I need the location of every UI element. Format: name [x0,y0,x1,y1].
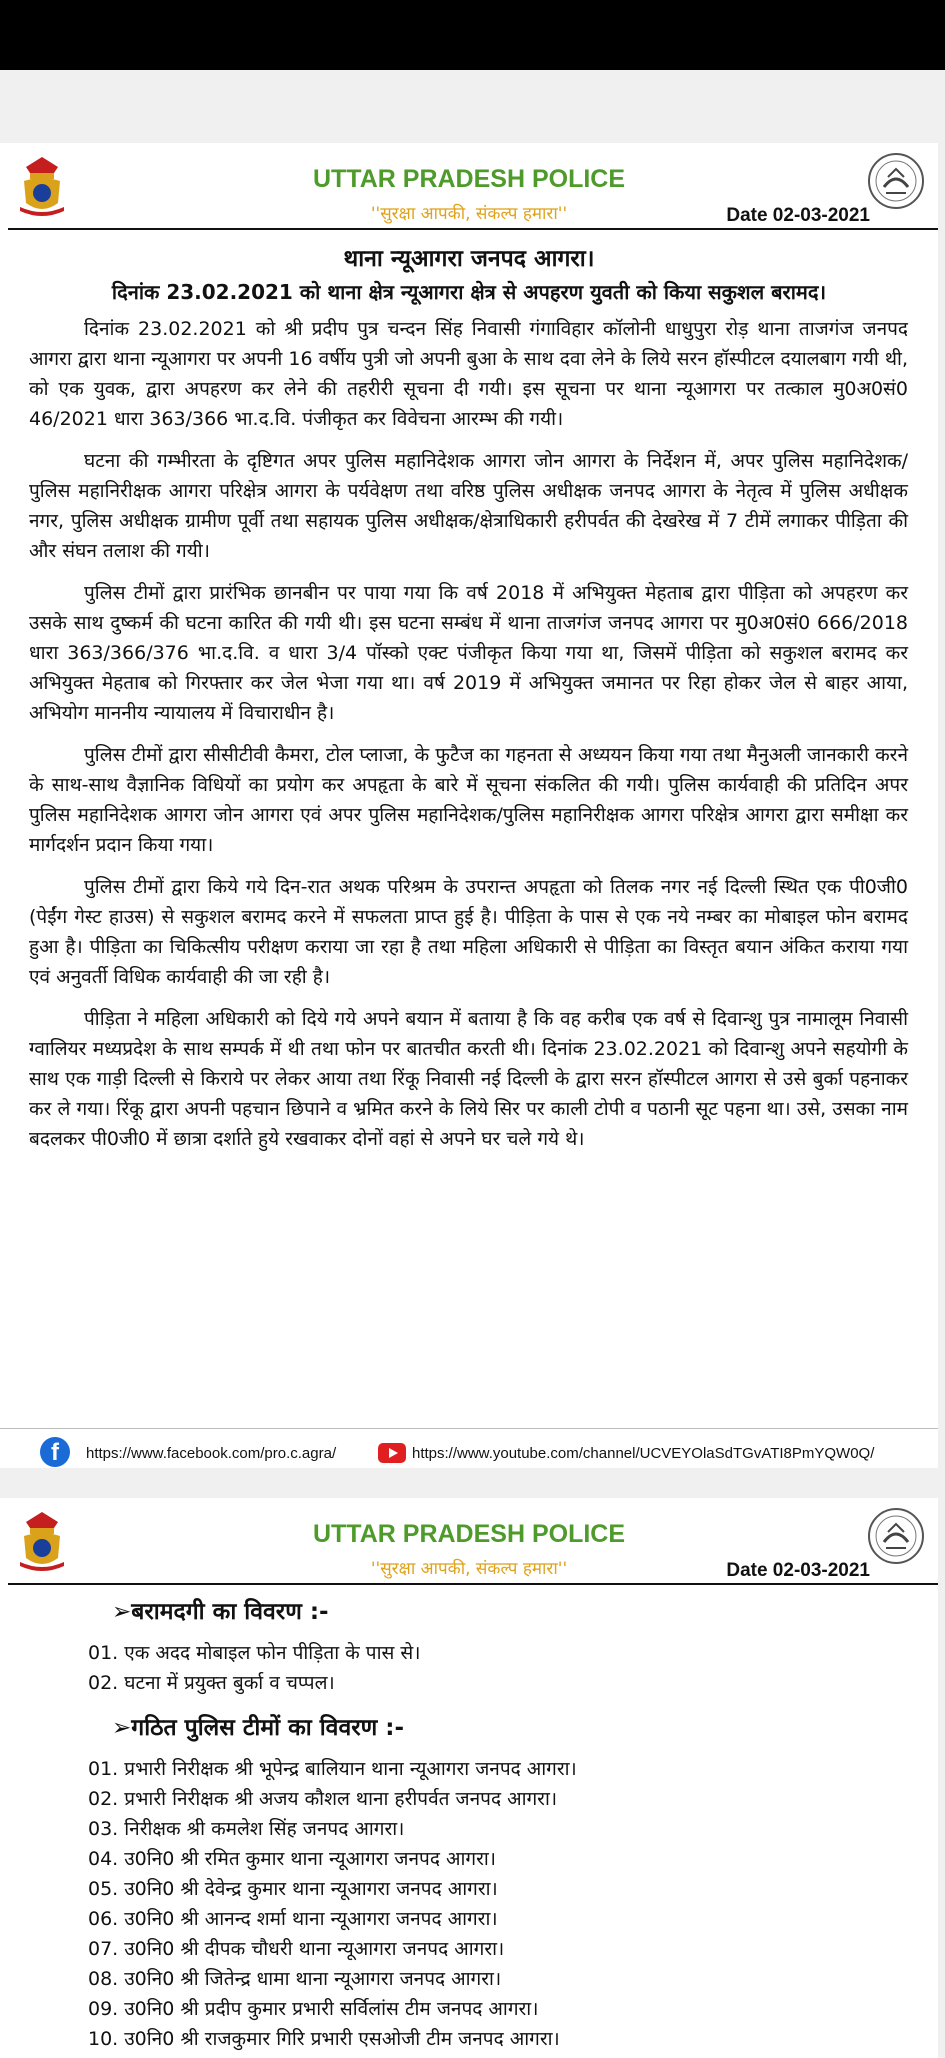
page-footer [0,1428,938,1465]
list-item: 02. घटना में प्रयुक्त बुर्का व चप्पल। [88,1672,335,1694]
list-item: 07. उ0नि0 श्री दीपक चौधरी थाना न्यूआगरा जनपद आगरा। [88,1938,505,1960]
document-date: Date 02-03-2021 [726,1560,870,1581]
document-page-2 [0,1498,938,2058]
list-item: 01. एक अदद मोबाइल फोन पीड़िता के पास से। [88,1642,421,1664]
state-seal-icon [866,1506,926,1566]
list-item: 02. प्रभारी निरीक्षक श्री अजय कौशल थाना हरीपर्वत जनपद आगरा। [88,1788,558,1810]
header-rule [8,228,938,230]
document-page-1 [0,143,938,1468]
letterhead [0,1498,938,1590]
brand-title: UTTAR PRADESH POLICE [312,165,626,193]
list-item: 01. प्रभारी निरीक्षक श्री भूपेन्द्र बालियान थाना न्यूआगरा जनपद आगरा। [88,1758,577,1780]
youtube-icon [378,1443,406,1463]
paragraph: दिनांक 23.02.2021 को श्री प्रदीप पुत्र चन्दन सिंह निवासी गंगाविहार कॉलोनी धाधुपुरा रोड़ थाना ताजगंज जनपद आगरा द्वारा थाना न्यूआगरा पर अपनी 16 वर्षीय पुत्री जो अपनी बुआ के साथ दवा लेने के लिये सरन हॉस्पीटल दयालबाग गयी थी, को एक युवक, द्वारा अपहरण कर लेने की तहरीरी सूचना दी गयी। इस सूचना पर थाना न्यूआगरा पर तत्काल मु0अ0सं0 46/2021 धारा 363/366 भा.द.वि. पंजीकृत कर विवेचना आरम्भ की गयी। [29,318,908,430]
recovery-heading: ➢बरामदगी का विवरण :- [112,1599,329,1625]
list-item: 08. उ0नि0 श्री जितेन्द्र धामा थाना न्यूआगरा जनपद आगरा। [88,1968,502,1990]
slogan: ''सुरक्षा आपकी, संकल्प हमारा'' [370,204,568,224]
status-bar [0,0,945,70]
youtube-link[interactable]: https://www.youtube.com/channel/UCVEYOlaSdTGvATI8PmYQW0Q/ [412,1445,875,1462]
paragraph: पीड़िता ने महिला अधिकारी को दिये गये अपने बयान में बताया है कि वह करीब एक वर्ष से दिवान्शु पुत्र नामालूम निवासी ग्वालियर मध्यप्रदेश के साथ सम्पर्क में थी तथा फोन पर बातचीत करती थी। दिनांक 23.02.2021 को दिवान्शु अपने सहयोगी के साथ एक गाड़ी दिल्ली से किराये पर लेकर आया तथा रिंकू निवासी नई दिल्ली के द्वारा सरन हॉस्पीटल आगरा से उसे बुर्का पहनाकर कर ले गया। रिंकू द्वारा अपनी पहचान छिपाने व भ्रमित करने के लिये सिर पर काली टोपी व पठानी सूट पहना था। उसे, उसका नाम बदलकर पी0जी0 में छात्रा दर्शाते हुये रखवाकर दोनों वहां से अपने घर चले गये थे। [29,1008,908,1150]
slogan: ''सुरक्षा आपकी, संकल्प हमारा'' [370,1559,568,1579]
document-date: Date 02-03-2021 [726,205,870,226]
list-item: 10. उ0नि0 श्री राजकुमार गिरि प्रभारी एसओजी टीम जनपद आगरा। [88,2028,560,2050]
list-item: 03. निरीक्षक श्री कमलेश सिंह जनपद आगरा। [88,1818,405,1840]
paragraph: पुलिस टीमों द्वारा प्रारंभिक छानबीन पर पाया गया कि वर्ष 2018 में अभियुक्त मेहताब द्वारा पीड़िता को अपहरण कर उसके साथ दुष्कर्म की घटना कारित की गयी थी। इस घटना सम्बंध में थाना ताजगंज जनपद आगरा पर मु0अ0सं0 666/2018 धारा 363/366/376 भा.द.वि. व धारा 3/4 पॉस्को एक्ट पंजीकृत किया गया था, जिसमें पीड़िता को सकुशल बरामद कर अभियुक्त मेहताब को गिरफ्तार कर जेल भेजा गया था। वर्ष 2019 में अभियुक्त जमानत पर रिहा होकर जेल से बाहर आया, अभियोग माननीय न्यायालय में विचाराधीन है। [29,582,908,724]
header-rule [8,1583,938,1585]
paragraph: पुलिस टीमों द्वारा किये गये दिन-रात अथक परिश्रम के उपरान्त अपहृता को तिलक नगर नई दिल्ली स्थित एक पी0जी0 (पेईंग गेस्ट हाउस) से सकुशल बरामद करने में सफलता प्राप्त हुई है। पीड़िता के पास से एक नये नम्बर का मोबाइल फोन बरामद हुआ है। पीड़िता का चिकित्सीय परीक्षण कराया जा रहा है तथा महिला अधिकारी से पीड़िता का विस्तृत बयान अंकित कराया गया एवं अनुवर्ती विधिक कार्यवाही की जा रही है। [29,876,908,988]
brand-title: UTTAR PRADESH POLICE [312,1520,626,1548]
list-item: 09. उ0नि0 श्री प्रदीप कुमार प्रभारी सर्विलांस टीम जनपद आगरा। [88,1998,539,2020]
paragraph: पुलिस टीमों द्वारा सीसीटीवी कैमरा, टोल प्लाजा, के फुटैज का गहनता से अध्ययन किया गया तथा मैनुअली जानकारी करने के साथ-साथ वैज्ञानिक विधियों का प्रयोग कर अपहृता के बारे में सूचना संकलित की गयी। पुलिस कार्यवाही की प्रतिदिन अपर पुलिस महानिदेशक आगरा जोन आगरा एवं अपर पुलिस महानिदेशक/पुलिस महानिरीक्षक आगरा परिक्षेत्र आगरा द्वारा समीक्षा कर मार्गदर्शन प्रदान किया गया। [29,744,908,856]
list-item: 06. उ0नि0 श्री आनन्द शर्मा थाना न्यूआगरा जनपद आगरा। [88,1908,498,1930]
facebook-link[interactable]: https://www.facebook.com/pro.c.agra/ [86,1445,337,1462]
news-headline: दिनांक 23.02.2021 को थाना क्षेत्र न्यूआगरा क्षेत्र से अपहरण युवती को किया सकुशल बरामद। [111,280,827,304]
state-seal-icon [866,151,926,211]
facebook-icon: f [40,1437,70,1467]
list-item: 05. उ0नि0 श्री देवेन्द्र कुमार थाना न्यूआगरा जनपद आगरा। [88,1878,498,1900]
police-station-title: थाना न्यूआगरा जनपद आगरा। [343,246,595,272]
letterhead [0,143,938,235]
list-item: 04. उ0नि0 श्री रमित कुमार थाना न्यूआगरा जनपद आगरा। [88,1848,496,1870]
paragraph: घटना की गम्भीरता के दृष्टिगत अपर पुलिस महानिदेशक आगरा जोन आगरा के निर्देशन में, अपर पुलिस महानिदेशक/पुलिस महानिरीक्षक आगरा परिक्षेत्र आगरा के पर्यवेक्षण तथा वरिष्ठ पुलिस अधीक्षक जनपद आगरा के नेतृत्व में पुलिस अधीक्षक नगर, पुलिस अधीक्षक ग्रामीण पूर्वी तथा सहायक पुलिस अधीक्षक/क्षेत्राधिकारी हरीपर्वत की देखरेख में 7 टीमें लगाकर पीड़िता की और संघन तलाश की गयी। [29,450,908,562]
teams-heading: ➢गठित पुलिस टीमों का विवरण :- [112,1715,405,1741]
